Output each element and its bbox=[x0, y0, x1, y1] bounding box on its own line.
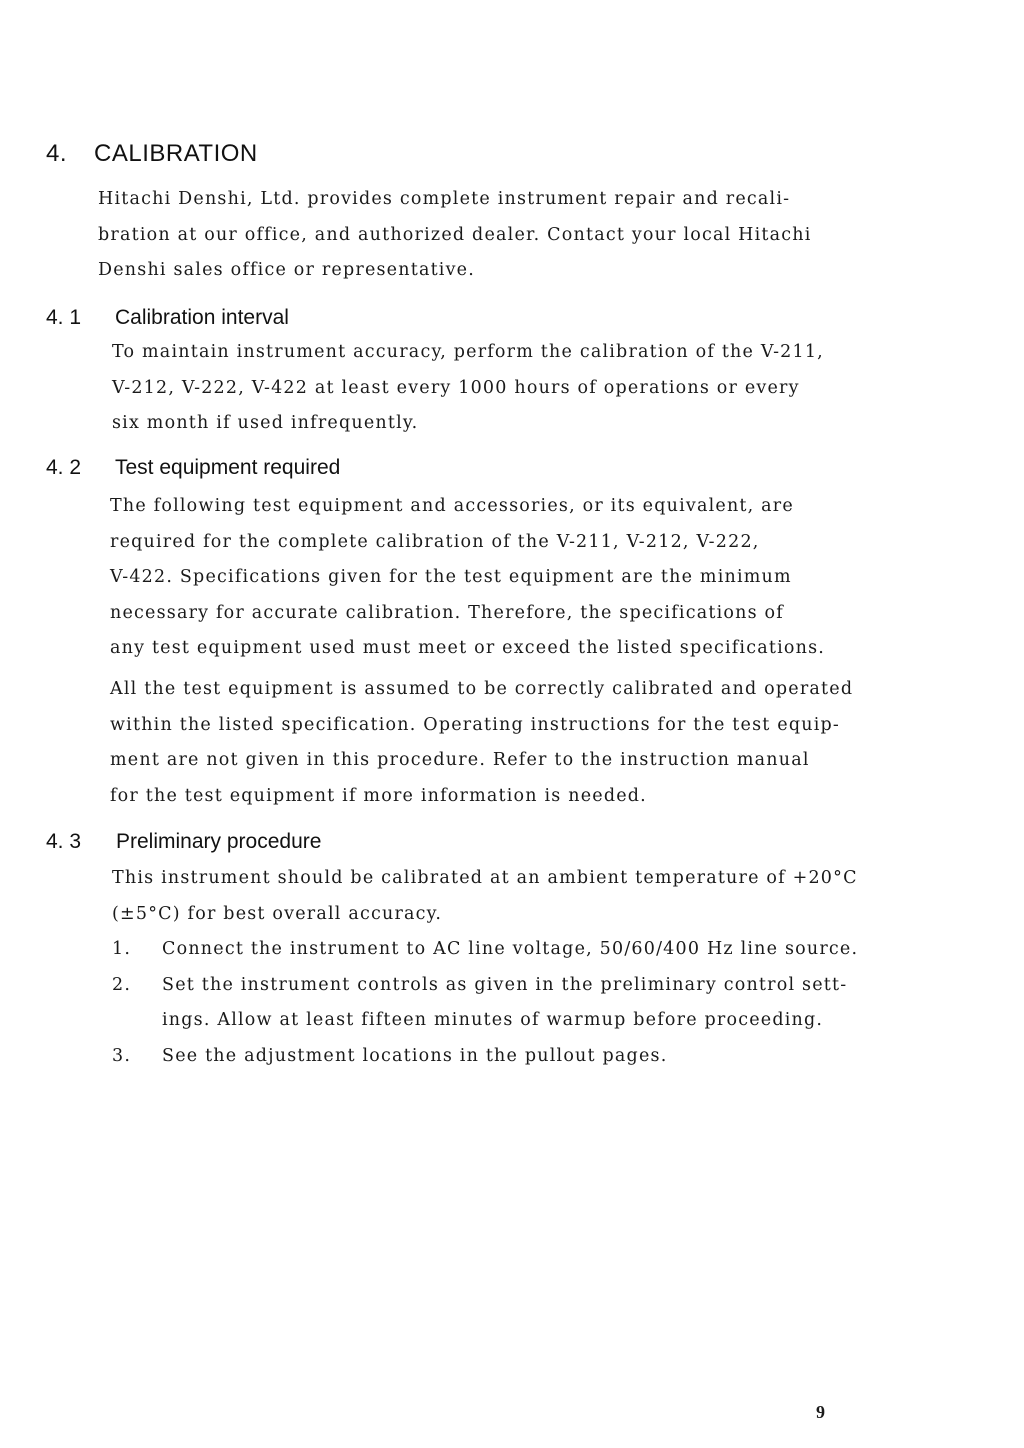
text-line: ings. Allow at least fifteen minutes of warmup before proceeding. bbox=[162, 1010, 824, 1030]
text-line: any test equipment used must meet or exceed the listed specifications. bbox=[110, 638, 826, 658]
text-line: (±5°C) for best overall accuracy. bbox=[112, 903, 443, 924]
subsection-title: Preliminary procedure bbox=[116, 830, 322, 853]
section-number: 4. bbox=[46, 140, 68, 167]
subsection-title: Test equipment required bbox=[115, 456, 341, 479]
page-number: 9 bbox=[816, 1402, 825, 1422]
text-line: six month if used infrequently. bbox=[112, 413, 419, 433]
text-line: V-422. Specifications given for the test equipment are the minimum bbox=[110, 567, 792, 587]
subsection-body-4-2-para2 bbox=[110, 672, 853, 814]
section-heading bbox=[46, 140, 258, 168]
text-line: To maintain instrument accuracy, perform the calibration of the V-211, bbox=[112, 342, 824, 362]
procedure-step bbox=[112, 1039, 858, 1075]
text-line: necessary for accurate calibration. Therefore, the specifications of bbox=[110, 602, 784, 623]
text-line: required for the complete calibration of the V-211, V-212, V-222, bbox=[110, 531, 760, 552]
text-line: See the adjustment locations in the pullout pages. bbox=[162, 1045, 668, 1066]
subsection-number: 4. 3 bbox=[46, 830, 82, 853]
text-line: Denshi sales office or representative. bbox=[98, 260, 476, 280]
text-line: Set the instrument controls as given in the preliminary control sett- bbox=[162, 974, 848, 995]
subsection-title: Calibration interval bbox=[115, 306, 289, 329]
text-line: This instrument should be calibrated at an ambient temperature of +20°C bbox=[112, 868, 858, 888]
text-line: All the test equipment is assumed to be correctly calibrated and operated bbox=[110, 679, 854, 699]
subsection-number: 4. 1 bbox=[46, 306, 82, 329]
subsection-body-4-3 bbox=[112, 861, 858, 1074]
subsection-heading-4-2 bbox=[46, 456, 341, 480]
text-line: V-212, V-222, V-422 at least every 1000 hours of operations or every bbox=[112, 377, 800, 398]
text-line: Hitachi Denshi, Ltd. provides complete instrument repair and recali- bbox=[98, 189, 791, 209]
procedure-step bbox=[112, 968, 858, 1039]
text-line: ment are not given in this procedure. Refer to the instruction manual bbox=[110, 750, 810, 770]
section-intro bbox=[98, 182, 812, 289]
text-line: within the listed specification. Operating instructions for the test equip- bbox=[110, 714, 841, 735]
subsection-heading-4-1 bbox=[46, 306, 289, 330]
text-line: Connect the instrument to AC line voltage, 50/60/400 Hz line source. bbox=[162, 939, 859, 959]
step-number: 1. bbox=[112, 939, 132, 959]
section-title: CALIBRATION bbox=[94, 140, 258, 167]
text-line: bration at our office, and authorized dealer. Contact your local Hitachi bbox=[98, 224, 812, 245]
subsection-body-4-1 bbox=[112, 335, 824, 442]
text-line: for the test equipment if more information is needed. bbox=[110, 785, 647, 806]
step-number: 3. bbox=[112, 1045, 132, 1066]
procedure-step bbox=[112, 932, 858, 968]
subsection-body-4-2-para1 bbox=[110, 489, 825, 667]
subsection-number: 4. 2 bbox=[46, 456, 82, 479]
subsection-heading-4-3 bbox=[46, 830, 322, 854]
step-number: 2. bbox=[112, 974, 132, 995]
text-line: The following test equipment and accessories, or its equivalent, are bbox=[110, 496, 794, 516]
